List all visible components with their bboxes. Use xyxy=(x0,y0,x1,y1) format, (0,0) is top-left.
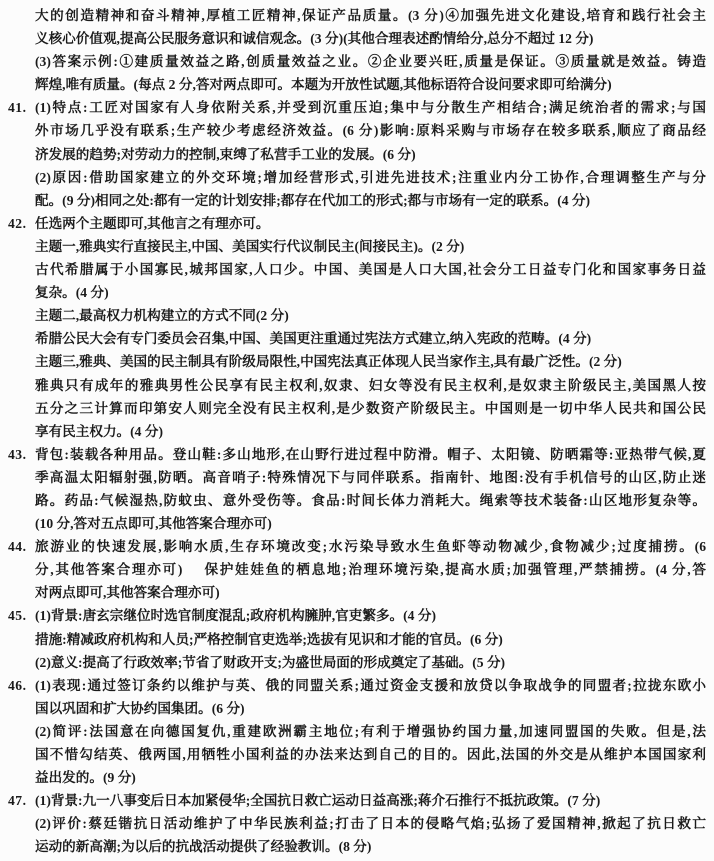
answer-line xyxy=(8,374,706,397)
answer-text: 国不惜勾结英、俄两国,用牺牲小国利益的办法来达到自己的目的。因此,法国的外交是从维护本国国家利 xyxy=(35,747,706,762)
answer-line xyxy=(8,489,706,512)
answer-line xyxy=(8,4,706,27)
answer-line xyxy=(8,558,706,581)
question-number: 46. xyxy=(8,677,27,693)
answer-line xyxy=(8,304,706,327)
answer-line xyxy=(8,443,706,466)
answer-line xyxy=(8,743,706,766)
question-number: 44. xyxy=(8,539,27,555)
answer-line xyxy=(8,812,706,835)
answer-text: (1)表现:通过签订条约以维护与英、俄的同盟关系;通过资金支援和放贷以争取战争的同盟者;拉拢东欧小 xyxy=(35,677,706,693)
answer-text: (2)评价:蔡廷锴抗日活动维护了中华民族利益;打击了日本的侵略气焰;弘扬了爱国精神,掀起了抗日救亡 xyxy=(35,816,706,832)
answer-text: 希腊公民大会有专门委员会召集,中国、美国更注重通过宪法方式建立,纳入宪政的范畴。(4 分) xyxy=(35,331,592,347)
answer-text: 措施:精减政府机构和人员;严格控制官吏选举;选拔有见识和才能的官员。(6 分) xyxy=(35,631,503,647)
answer-text: 享有民主权力。(4 分) xyxy=(35,423,163,439)
answer-line xyxy=(8,420,706,443)
answer-text: (2)意义:提高了行政效率;节省了财政开支;为盛世局面的形成奠定了基础。(5 分) xyxy=(35,654,506,670)
answer-text: 大的创造精神和奋斗精神,厚植工匠精神,保证产品质量。(3 分)④加强先进文化建设,培育和践行社会主 xyxy=(35,8,706,23)
answer-line xyxy=(8,327,706,350)
answer-text: 雅典只有成年的雅典男性公民享有民主权利,奴隶、妇女等没有民主权利,是奴隶主阶级民主,美国黑人按 xyxy=(35,377,706,393)
answer-line xyxy=(8,27,706,50)
answer-text: 国以巩固和扩大协约国集团。(6 分) xyxy=(35,700,245,716)
answer-text: 任选两个主题即可,其他言之有理亦可。 xyxy=(35,215,270,231)
answer-line xyxy=(8,581,706,604)
answer-text: 季高温太阳辐射强,防晒。高音哨子:特殊情况下与同伴联系。指南针、地图:没有手机信号的山区,防止迷 xyxy=(35,469,706,485)
answer-text: 益出发的。(9 分) xyxy=(35,770,136,786)
answer-line xyxy=(8,350,706,373)
answer-line xyxy=(8,720,706,743)
answer-line xyxy=(8,96,706,119)
answer-line xyxy=(8,651,706,674)
answer-text: 义核心价值观,提高公民服务意识和诚信观念。(3 分)(其他合理表述酌情给分,总分不超过 12 分) xyxy=(35,31,594,47)
answer-text: 主题三,雅典、美国的民主制具有阶级局限性,中国宪法真正体现人民当家作主,具有最广泛性。(2 分) xyxy=(35,354,622,370)
answer-text: 主题一,雅典实行直接民主,中国、美国实行代议制民主(间接民主)。(2 分) xyxy=(35,238,465,254)
answer-line xyxy=(8,697,706,720)
answer-line xyxy=(8,119,706,142)
answer-text: 配。(9 分)相同之处:都有一定的计划安排;都存在代加工的形式;都与市场有一定的联系。(4 分) xyxy=(35,192,591,208)
answer-line xyxy=(8,212,706,235)
answer-text: (2)简评:法国意在向德国复仇,重建欧洲霸主地位;有利于增强协约国力量,加速同盟国的失败。但是,法 xyxy=(35,723,706,739)
answer-text: (10 分,答对五点即可,其他答案合理亦可) xyxy=(35,516,272,532)
question-number: 41. xyxy=(8,100,27,116)
answer-line xyxy=(8,397,706,420)
answer-line xyxy=(8,50,706,73)
answer-text: (3)答案示例:①建质量效益之路,创质量效益之业。②企业要兴旺,质量是保证。③质量就是效益。铸造 xyxy=(35,54,706,70)
answer-text: (2)原因:借助国家建立的外交环境;增加经营形式,引进先进技术;注重业内分工协作,合理调整生产与分 xyxy=(35,169,706,185)
answer-line xyxy=(8,466,706,489)
answer-line xyxy=(8,789,706,812)
answer-text: 对两点即可,其他答案合理亦可) xyxy=(35,585,220,601)
answer-text: 分,其他答案合理亦可) 保护娃娃鱼的栖息地;治理环境污染,提高水质;加强管理,严禁捕捞。(4 分,答 xyxy=(35,562,706,578)
answer-text: 五分之三计算而印第安人则完全没有民主权利,是少数资产阶级民主。中国则是一切中华人民共和国公民 xyxy=(35,400,706,416)
question-number: 45. xyxy=(8,608,27,624)
answer-text: 背包:装载各种用品。登山鞋:多山地形,在山野行进过程中防滑。帽子、太阳镜、防晒霜等:亚热带气候,夏 xyxy=(35,446,706,462)
answer-line xyxy=(8,73,706,96)
answer-line xyxy=(8,628,706,651)
answer-line xyxy=(8,674,706,697)
answer-line xyxy=(8,235,706,258)
answer-line xyxy=(8,281,706,304)
answer-line xyxy=(8,535,706,558)
answer-text: 外市场几乎没有联系;生产较少考虑经济效益。(6 分)影响:原料采购与市场存在较多联系,顺应了商品经 xyxy=(35,123,706,139)
answer-text: 路。药品:气候湿热,防蚊虫、意外受伤等。食品:时间长体力消耗大。绳索等技术装备:山区地形复杂等。 xyxy=(35,492,706,508)
answer-text: 复杂。(4 分) xyxy=(35,285,109,301)
question-number: 43. xyxy=(8,446,27,462)
question-number: 47. xyxy=(8,793,27,809)
answer-line xyxy=(8,143,706,166)
answer-line xyxy=(8,835,706,858)
answer-text: (1)特点:工匠对国家有人身依附关系,并受到沉重压迫;集中与分散生产相结合;满足统治者的需求;与国 xyxy=(35,100,706,116)
answer-text: 古代希腊属于小国寡民,城邦国家,人口少。中国、美国是人口大国,社会分工日益专门化和国家事务日益 xyxy=(35,262,706,278)
answer-line xyxy=(8,604,706,627)
answer-text: 辉煌,唯有质量。(每点 2 分,答对两点即可。本题为开放性试题,其他标语符合设问要求即可给满分) xyxy=(35,77,612,93)
question-number: 42. xyxy=(8,215,27,231)
answer-line xyxy=(8,258,706,281)
answer-text: (1)背景:九一八事变后日本加紧侵华;全国抗日救亡运动日益高涨;蒋介石推行不抵抗政策。(7 分) xyxy=(35,793,601,809)
answer-text: 运动的新高潮;为以后的抗战活动提供了经验教训。(8 分) xyxy=(35,839,372,855)
answer-line xyxy=(8,766,706,789)
answer-text: 济发展的趋势;对劳动力的控制,束缚了私营手工业的发展。(6 分) xyxy=(35,146,416,162)
answer-text: (1)背景:唐玄宗继位时选官制度混乱;政府机构臃肿,官吏繁多。(4 分) xyxy=(35,608,436,624)
answer-text: 旅游业的快速发展,影响水质,生存环境改变;水污染导致水生鱼虾等动物减少,食物减少;过度捕捞。(6 xyxy=(35,539,706,555)
answer-line xyxy=(8,512,706,535)
answer-line xyxy=(8,166,706,189)
answer-text: 主题二,最高权力机构建立的方式不同(2 分) xyxy=(35,308,289,324)
answer-line xyxy=(8,189,706,212)
